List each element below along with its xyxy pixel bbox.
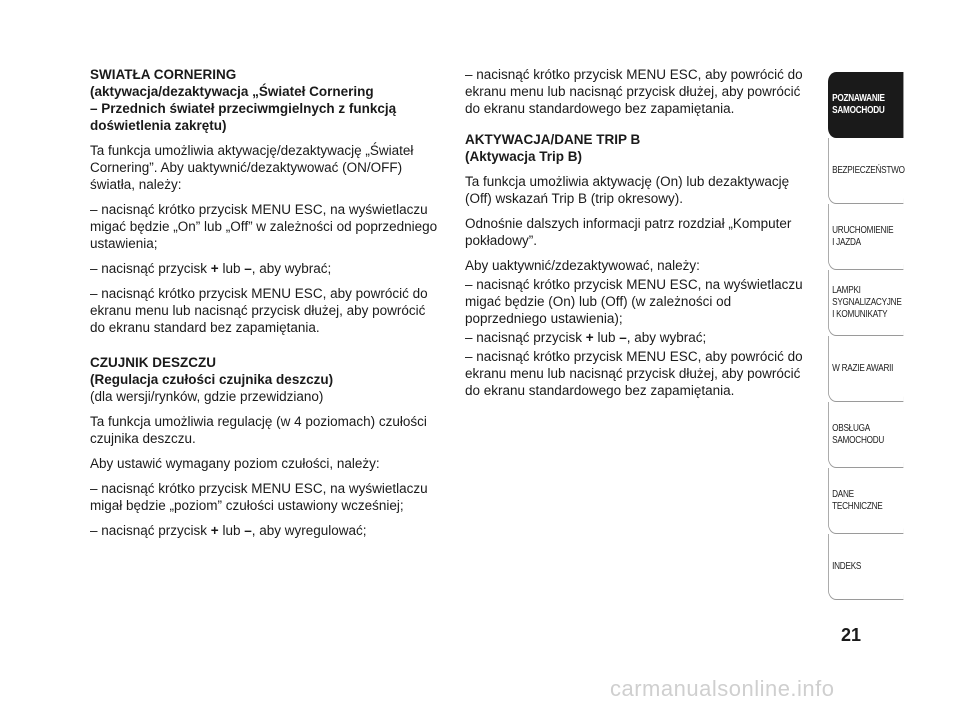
plus-symbol: +: [585, 330, 594, 345]
watermark: carmanualsonline.info: [610, 676, 835, 701]
cornering-step-1: – nacisnąć krótko przycisk MENU ESC, na wyświetlaczu migać będzie „On” lub „Off” w zależności od poprzedniego ustawienia;: [90, 202, 438, 251]
tab-poznawanie-samochodu[interactable]: [828, 72, 903, 138]
rain-step-2-pre: – nacisnąć przycisk: [90, 523, 211, 538]
trip-step-2-post: , aby wybrać;: [626, 330, 707, 345]
continued-step: – nacisnąć krótko przycisk MENU ESC, aby powrócić do ekranu menu lub nacisnąć przycisk dłużej, aby powrócić do ekranu standardowego bez zapamiętania.: [465, 67, 803, 116]
cornering-heading-line-4: doświetlenia zakrętu): [90, 118, 227, 133]
tab-label: BEZPIECZEŃSTWO: [832, 164, 905, 176]
tab-indeks[interactable]: [828, 534, 903, 600]
tab-label: INDEKS: [832, 560, 862, 572]
trip-step-2-pre: – nacisnąć przycisk: [465, 330, 586, 345]
plus-symbol: +: [210, 261, 219, 276]
rain-step-1: – nacisnąć krótko przycisk MENU ESC, na wyświetlaczu migał będzie „poziom” czułości ustawiony wcześniej;: [90, 481, 428, 513]
rain-lead: Aby ustawić wymagany poziom czułości, należy:: [90, 456, 380, 471]
trip-step-2: [465, 329, 815, 346]
cornering-intro: Ta funkcja umożliwia aktywację/dezaktywację „Świateł Cornering”. Aby uaktywnić/dezaktywować (ON/OFF) światła, należy:: [90, 143, 414, 192]
tab-uruchomienie-i-jazda[interactable]: [828, 204, 903, 270]
trip-step-3: – nacisnąć krótko przycisk MENU ESC, aby powrócić do ekranu menu lub nacisnąć przycisk dłużej, aby powrócić do ekranu standardowego bez zapamiętania.: [465, 349, 803, 398]
cornering-heading-line-3: – Przednich świateł przeciwmgielnych z funkcją: [90, 101, 397, 116]
page-number: 21: [841, 625, 862, 645]
tab-obsluga-samochodu[interactable]: [828, 402, 903, 468]
rain-step-2-mid: lub: [218, 523, 245, 538]
tab-dane-techniczne[interactable]: [828, 468, 903, 534]
rain-step-2: [90, 522, 440, 539]
tab-label: URUCHOMIENIE I JAZDA: [832, 224, 894, 248]
cornering-heading-line-2: (aktywacja/dezaktywacja „Świateł Cornering: [90, 84, 374, 99]
rain-step-2-post: , aby wyregulować;: [251, 523, 367, 538]
trip-heading: [465, 131, 815, 165]
minus-symbol: –: [619, 330, 627, 345]
tab-label: W RAZIE AWARII: [832, 362, 894, 374]
cornering-step-2-mid: lub: [218, 261, 245, 276]
trip-step-2-mid: lub: [593, 330, 620, 345]
cornering-step-2: [90, 260, 440, 277]
tab-label: OBSŁUGA SAMOCHODU: [832, 422, 885, 446]
cornering-step-2-pre: – nacisnąć przycisk: [90, 261, 211, 276]
chapter-index-tabs: [828, 72, 920, 600]
trip-heading-line-2: (Aktywacja Trip B): [465, 149, 583, 164]
rain-heading-line-1: CZUJNIK DESZCZU: [90, 355, 217, 370]
cornering-heading: [90, 66, 440, 134]
left-column: [90, 66, 440, 547]
rain-note: (dla wersji/rynków, gdzie przewidziano): [90, 389, 324, 404]
tab-w-razie-awarii[interactable]: [828, 336, 903, 402]
trip-intro: Ta funkcja umożliwia aktywację (On) lub dezaktywację (Off) wskazań Trip B (trip okresowy).: [465, 174, 790, 206]
cornering-heading-line-1: SWIATŁA CORNERING: [90, 67, 237, 82]
trip-ref: Odnośnie dalszych informacji patrz rozdział „Komputer pokładowy”.: [465, 216, 792, 248]
tab-label: LAMPKI SYGNALIZACYJNE I KOMUNIKATY: [832, 284, 902, 320]
minus-symbol: –: [244, 261, 252, 276]
rain-heading-line-2: (Regulacja czułości czujnika deszczu): [90, 372, 334, 387]
trip-step-1: – nacisnąć krótko przycisk MENU ESC, na wyświetlaczu migać będzie (On) lub (Off) (w zależności od poprzedniego ustawienia);: [465, 277, 803, 326]
tab-label: DANE TECHNICZNE: [832, 488, 883, 512]
tab-lampki-sygnalizacyjne[interactable]: [828, 270, 903, 336]
rain-intro: Ta funkcja umożliwia regulację (w 4 poziomach) czułości czujnika deszczu.: [90, 414, 427, 446]
tab-bezpieczenstwo[interactable]: [828, 138, 903, 204]
plus-symbol: +: [210, 523, 219, 538]
cornering-step-2-post: , aby wybrać;: [251, 261, 332, 276]
tab-label: POZNAWANIE SAMOCHODU: [832, 92, 885, 116]
right-column: [465, 66, 815, 407]
trip-heading-line-1: AKTYWACJA/DANE TRIP B: [465, 132, 641, 147]
minus-symbol: –: [244, 523, 252, 538]
trip-lead: Aby uaktywnić/zdezaktywować, należy:: [465, 258, 700, 273]
cornering-step-3: – nacisnąć krótko przycisk MENU ESC, aby powrócić do ekranu menu lub nacisnąć przycisk dłużej, aby powrócić do ekranu standard bez zapamiętania.: [90, 286, 428, 335]
rain-heading: [90, 354, 440, 388]
